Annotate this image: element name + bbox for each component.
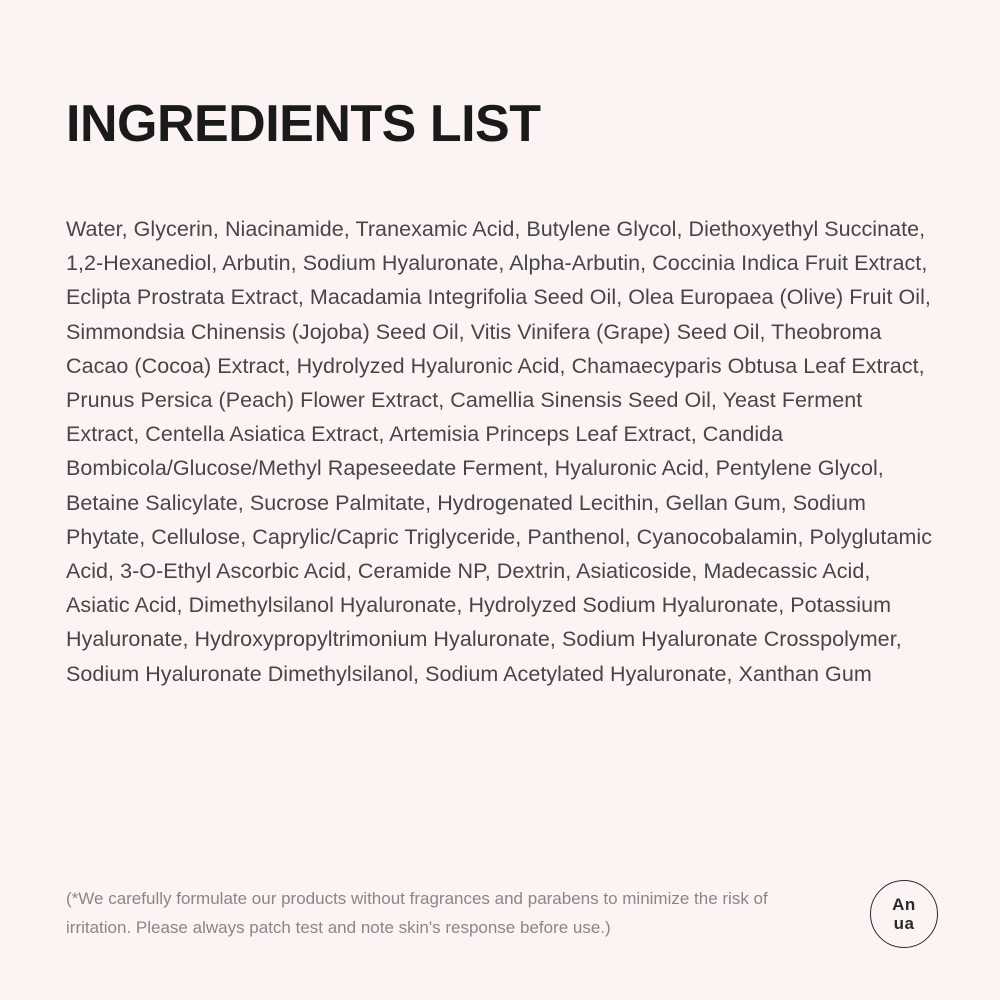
page-title: INGREDIENTS LIST <box>66 94 541 153</box>
ingredients-list-text: Water, Glycerin, Niacinamide, Tranexamic Acid, Butylene Glycol, Diethoxyethyl Succinate, 1,2-Hexanediol, Arbutin, Sodium Hyaluronate, Alpha-Arbutin, Coccinia Indica Fruit Extract, Eclipta Prostrata Extract, Macadamia Integrifolia Seed Oil, Olea Europaea (Olive) Fruit Oil, Simmondsia Chinensis (Jojoba) Seed Oil, Vitis Vinifera (Grape) Seed Oil, Theobroma Cacao (Cocoa) Extract, Hydrolyzed Hyaluronic Acid, Chamaecyparis Obtusa Leaf Extract, Prunus Persica (Peach) Flower Extract, Camellia Sinensis Seed Oil, Yeast Ferment Extract, Centella Asiatica Extract, Artemisia Princeps Leaf Extract, Candida Bombicola/Glucose/Methyl Rapeseedate Ferment, Hyaluronic Acid, Pentylene Glycol, Betaine Salicylate, Sucrose Palmitate, Hydrogenated Lecithin, Gellan Gum, Sodium Phytate, Cellulose, Caprylic/Capric Triglyceride, Panthenol, Cyanocobalamin, Polyglutamic Acid, 3-O-Ethyl Ascorbic Acid, Ceramide NP, Dextrin, Asiaticoside, Madecassic Acid, Asiatic Acid, Dimethylsilanol Hyaluronate, Hydrolyzed Sodium Hyaluronate, Potassium Hyaluronate, Hydroxypropyltrimonium Hyaluronate, Sodium Hyaluronate Crosspolymer, Sodium Hyaluronate Dimethylsilanol, Sodium Acetylated Hyaluronate, Xanthan Gum <box>66 217 933 686</box>
logo-line-two: ua <box>893 914 915 933</box>
logo-line-one: An <box>892 895 916 914</box>
anua-logo <box>870 880 938 948</box>
disclaimer-text: (*We carefully formulate our products without fragrances and parabens to minimize the risk of irritation. Please always patch test and note skin's response before use.) <box>66 889 768 937</box>
